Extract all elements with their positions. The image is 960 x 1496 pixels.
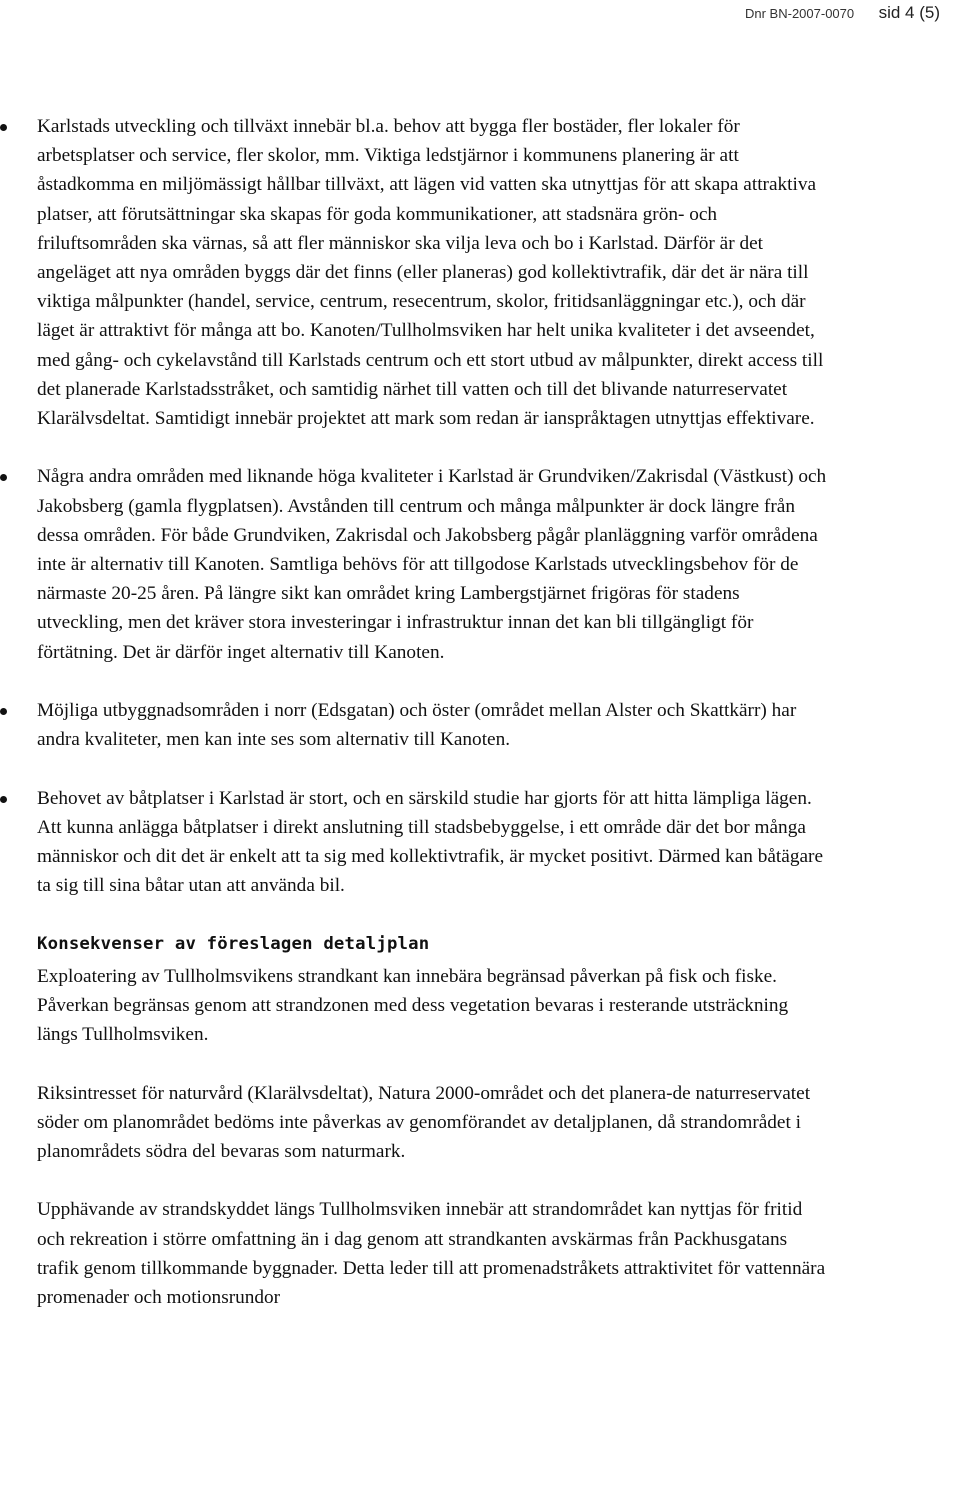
bullet-item-other-areas	[37, 462, 827, 666]
bullet-icon	[0, 708, 7, 715]
bullet-list	[37, 112, 827, 900]
bullet-text: Karlstads utveckling och tillväxt innebär bl.a. behov att bygga fler bostäder, fler lokaler för arbetsplatser och service, fler skolor, mm. Viktiga ledstjärnor i kommunens planering är att åstadkomma en miljömässigt hållbar tillväxt, att lägen vid vatten ska utnyttjas för att skapa attraktiva platser, att förutsättningar ska skapas för goda kommunikationer, att stadsnära grön- och friluftsområden ska värnas, så att fler människor ska vilja leva och bo i Karlstad. Därför är det angeläget att nya områden byggs där det finns (eller planeras) god kollektivtrafik, där det är nära till viktiga målpunkter (handel, service, centrum, resecentrum, skolor, fritidsanläggningar etc.), och där läget är attraktivt för många att bo. Kanoten/Tullholmsviken har helt unika kvaliteter i det avseendet, med gång- och cykelavstånd till Karlstads centrum och ett stort utbud av målpunkter, direkt access till det planerade Karlstadsstråket, och samtidig närhet till vatten och till det blivande naturreservatet Klarälvsdeltat. Samtidigt innebär projektet att mark som redan är ianspråktagen utnyttjas effektivare.	[37, 116, 824, 430]
bullet-item-expansion-areas	[37, 696, 827, 754]
paragraph-national-interest: Riksintresset för naturvård (Klarälvsdeltat), Natura 2000-området och det planera-de naturreservatet söder om planområdet bedöms inte påverkas av genomförandet av detaljplanen, då strandområdet i planområdets södra del bevaras som naturmark.	[37, 1082, 811, 1163]
paragraph-shore-protection: Upphävande av strandskyddet längs Tullholmsviken innebär att strandområdet kan nyttjas för fritid och rekreation i större omfattning än i dag genom att strandkanten avskärmas från Packhusgatans trafik genom tillkommande byggnader. Detta leder till att promenadstråkets attraktivitet för vattennära promenader och motionsrundor	[37, 1199, 826, 1309]
bullet-text: Behovet av båtplatser i Karlstad är stort, och en särskild studie har gjorts för att hitta lämpliga lägen. Att kunna anlägga båtplatser i direkt anslutning till stadsbebyggelse, i ett område där det bor många människor och dit det är enkelt att ta sig med kollektivtrafik, är mycket positivt. Därmed kan båtägare ta sig till sina båtar utan att använda bil.	[37, 787, 824, 897]
paragraph-fishing: Exploatering av Tullholmsvikens strandkant kan innebära begränsad påverkan på fisk och fiske. Påverkan begränsas genom att strandzonen med dess vegetation bevaras i resterande utsträckning längs Tullholmsviken.	[37, 965, 789, 1046]
page-header	[745, 3, 940, 23]
bullet-item-boat-places	[37, 784, 827, 901]
section-heading: Konsekvenser av föreslagen detaljplan	[37, 933, 430, 954]
bullet-icon	[0, 796, 7, 803]
bullet-text: Möjliga utbyggnadsområden i norr (Edsgatan) och öster (området mellan Alster och Skattkärr) har andra kvaliteter, men kan inte ses som alternativ till Kanoten.	[37, 700, 797, 751]
document-number: Dnr BN-2007-0070	[745, 6, 855, 21]
bullet-text: Några andra områden med liknande höga kvaliteter i Karlstad är Grundviken/Zakrisdal (Västkust) och Jakobsberg (gamla flygplatsen). Avstånden till centrum och många målpunkter är dock längre från dessa områden. För både Grundviken, Zakrisdal och Jakobsberg pågår planläggning varför områdena inte är alternativ till Kanoten. Samtliga behövs för att tillgodose Karlstads utvecklingsbehov för de närmaste 20-25 åren. På längre sikt kan området kring Lambergstjärnet frigöras för stadens utveckling, men det kräver stora investeringar i infrastruktur innan det kan bli tillgängligt för förtätning. Det är därför inget alternativ till Kanoten.	[37, 466, 827, 663]
bullet-item-growth	[37, 112, 827, 433]
page-number: sid 4 (5)	[878, 3, 940, 22]
bullet-icon	[0, 474, 7, 481]
bullet-icon	[0, 124, 7, 131]
body-text	[37, 112, 827, 1341]
